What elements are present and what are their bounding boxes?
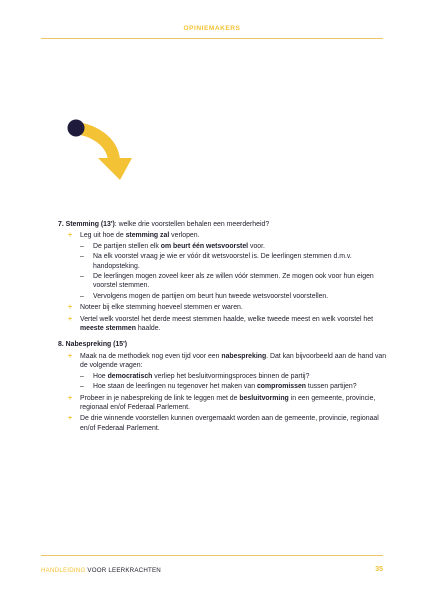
list-item: + Vertel welk voorstel het derde meest stemmen haalde, welke tweede meest en welk voorstel het meeste stemmen haalde. [58,315,388,334]
list-item: – Hoe democratisch verliep het besluitvormingsproces binnen de partij? [80,372,388,381]
list-item: – De leerlingen mogen zoveel keer als ze willen vóór stemmen. Ze mogen ook voor hun eigen voorstel stemmen. [80,272,388,291]
section-7-title: 7. Stemming (13'): welke drie voorstellen behalen een meerderheid? [58,221,270,228]
section-7-list [58,231,388,333]
header-divider [41,38,383,39]
list-item: + Leg uit hoe de stemming zal verlopen. – De partijen stellen elk om beurt één wetsvoorstel voor. – Na elk voorstel vraag je wie er vóór dit wetsvoorstel is. De leerlingen stemmen d.m.v. handopsteking. – De leerlingen mogen zoveel keer als ze willen vóór stemmen. Ze mogen ook voor hun eigen voorstel stemmen. – Vervolgens mogen de partijen om beurt hun tweede wetsvoorstel voorstellen. [58,231,388,301]
list-item: + Noteer bij elke stemming hoeveel stemmen er waren. [58,303,388,312]
list-item: – De partijen stellen elk om beurt één wetsvoorstel voor. [80,242,388,251]
list-item: + Probeer in je nabespreking de link te leggen met de besluitvorming in een gemeente, provincie, regionaal en/of Federaal Parlement. [58,394,388,413]
dark-dot [68,120,85,137]
list-item: – Hoe staan de leerlingen nu tegenover het maken van compromissen tussen partijen? [80,382,388,391]
sub-list [80,372,388,392]
list-item: – Na elk voorstel vraag je wie er vóór dit wetsvoorstel is. De leerlingen stemmen d.m.v. handopsteking. [80,252,388,271]
curved-arrow-down-icon [62,118,142,188]
list-item: + De drie winnende voorstellen kunnen overgemaakt worden aan de gemeente, provincie, regionaal en/of Federaal Parlement. [58,414,388,433]
document-body [58,220,388,435]
header-title: OPINIEMAKERS [183,25,241,32]
list-item: – Vervolgens mogen de partijen om beurt hun tweede wetsvoorstel voorstellen. [80,292,388,301]
sub-list [80,242,388,301]
footer-divider [41,555,383,556]
section-8-list [58,352,388,433]
footer-label: HANDLEIDING VOOR LEERKRACHTEN [41,567,161,574]
section-8-title: 8. Nabespreking (15') [58,341,128,349]
list-item: + Maak na de methodiek nog even tijd voor een nabespreking. Dat kan bijvoorbeeld aan de hand van de volgende vragen: – Hoe democratisch verliep het besluitvormingsproces binnen de partij? – Hoe staan de leerlingen nu tegenover het maken van compromissen tussen partijen? [58,352,388,392]
page-number: 35 [375,566,383,573]
